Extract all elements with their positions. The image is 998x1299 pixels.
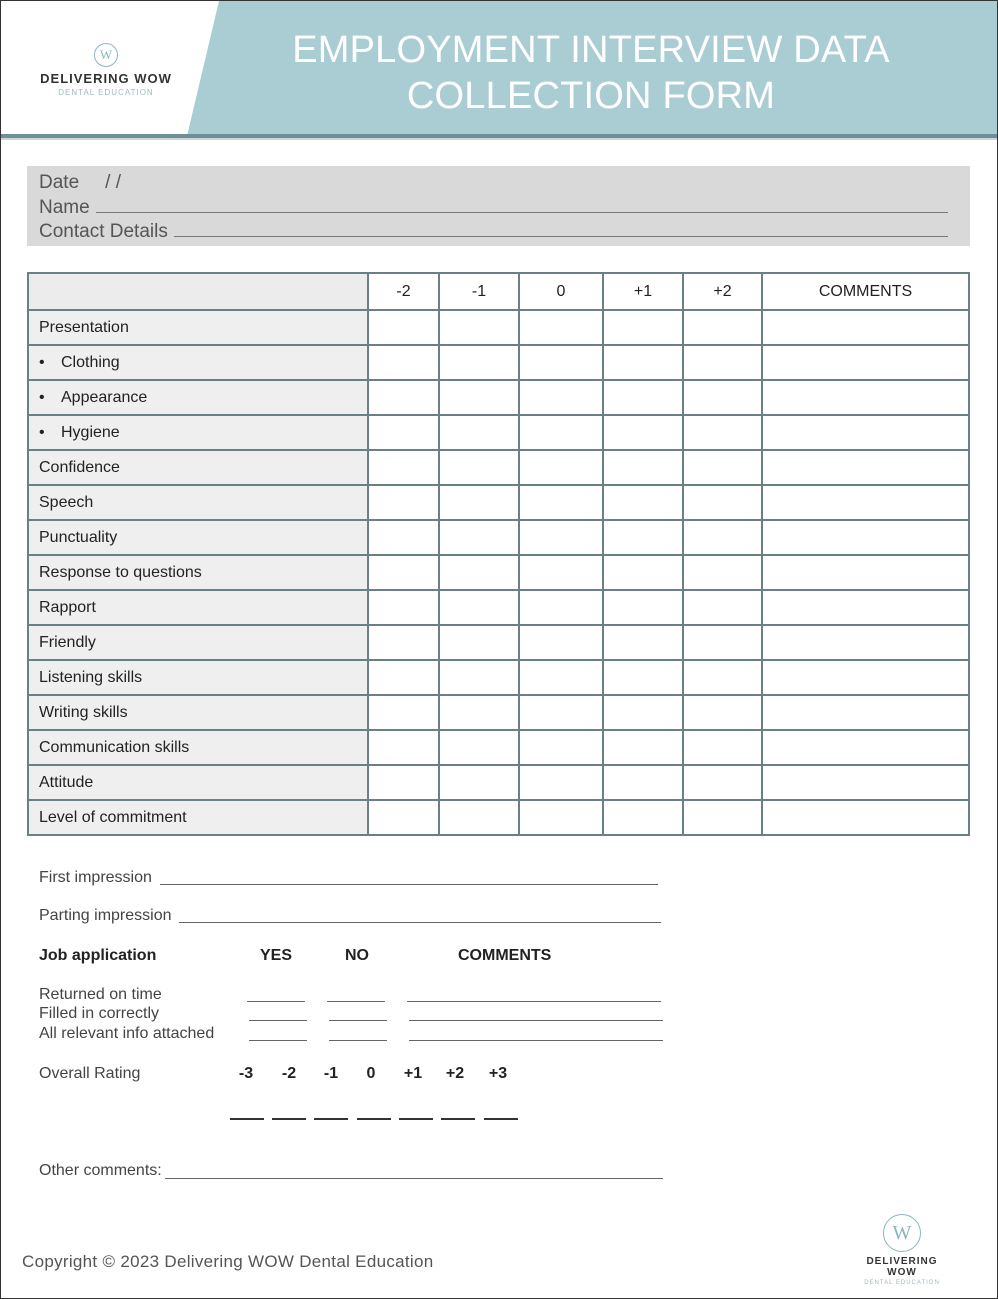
- comment-cell[interactable]: [762, 695, 969, 730]
- bullet-icon: •: [39, 388, 45, 406]
- comment-cell[interactable]: [762, 450, 969, 485]
- criteria-row: [28, 730, 969, 765]
- rating-cell[interactable]: [519, 485, 603, 520]
- rating-cell[interactable]: [603, 310, 683, 345]
- rating-blank[interactable]: [399, 1118, 433, 1120]
- criteria-row: [28, 520, 969, 555]
- rating-cell[interactable]: [683, 730, 762, 765]
- comment-field[interactable]: [409, 1040, 663, 1041]
- title-line-1: EMPLOYMENT INTERVIEW DATA: [292, 29, 890, 71]
- comment-cell[interactable]: [762, 555, 969, 590]
- rating-cell[interactable]: [603, 695, 683, 730]
- comment-field[interactable]: [407, 1001, 661, 1002]
- rating-cell[interactable]: [368, 590, 439, 625]
- criteria-label: [28, 345, 368, 380]
- job-item-label: Filled in correctly: [39, 1005, 160, 1022]
- rating-cell[interactable]: [519, 625, 603, 660]
- rating-cell[interactable]: [683, 380, 762, 415]
- rating-cell[interactable]: [519, 310, 603, 345]
- criteria-text: Appearance: [61, 388, 148, 406]
- rating-cell[interactable]: [368, 380, 439, 415]
- column-header: COMMENTS: [762, 273, 969, 310]
- rating-cell[interactable]: [368, 695, 439, 730]
- overall-rating-label: Overall Rating: [39, 1065, 141, 1082]
- criteria-label: [28, 695, 368, 730]
- rating-value-label: -2: [281, 1065, 297, 1082]
- criteria-row: [28, 625, 969, 660]
- rating-cell[interactable]: [519, 415, 603, 450]
- comment-cell[interactable]: [762, 625, 969, 660]
- criteria-text: Writing skills: [39, 703, 128, 721]
- rating-cell[interactable]: [368, 485, 439, 520]
- logo-brand-text: DELIVERING WOW: [866, 1256, 938, 1278]
- criteria-label: [28, 765, 368, 800]
- rating-cell[interactable]: [439, 380, 519, 415]
- criteria-label: [28, 520, 368, 555]
- criteria-row: [28, 555, 969, 590]
- rating-cell[interactable]: [683, 345, 762, 380]
- criteria-row: [28, 415, 969, 450]
- rating-cell[interactable]: [368, 660, 439, 695]
- criteria-text: Friendly: [39, 633, 96, 651]
- rating-cell[interactable]: [439, 625, 519, 660]
- rating-cell[interactable]: [519, 730, 603, 765]
- other-comments-field[interactable]: [165, 1178, 663, 1179]
- criteria-row: [28, 590, 969, 625]
- rating-blank[interactable]: [314, 1118, 348, 1120]
- column-header: +2: [683, 273, 762, 310]
- rating-cell[interactable]: [519, 555, 603, 590]
- rating-cell[interactable]: [603, 485, 683, 520]
- comment-cell[interactable]: [762, 660, 969, 695]
- parting-impression-field[interactable]: [179, 922, 661, 923]
- rating-value-label: +2: [445, 1065, 465, 1082]
- rating-cell[interactable]: [368, 800, 439, 835]
- rating-cell[interactable]: [368, 625, 439, 660]
- contact-row: [39, 220, 948, 243]
- brand-logo: [31, 43, 181, 97]
- rating-cell[interactable]: [683, 415, 762, 450]
- comment-cell[interactable]: [762, 415, 969, 450]
- name-row: [39, 196, 948, 219]
- criteria-text: Hygiene: [61, 423, 120, 441]
- criteria-label: [28, 380, 368, 415]
- grid-header-row: [28, 273, 969, 310]
- no-field[interactable]: [329, 1040, 387, 1041]
- criteria-label: [28, 660, 368, 695]
- candidate-info-box: [27, 166, 970, 246]
- logo-w-icon: W: [883, 1214, 921, 1252]
- rating-cell[interactable]: [439, 415, 519, 450]
- first-impression-label: First impression: [39, 869, 152, 886]
- criteria-row: [28, 695, 969, 730]
- rating-value-label: -1: [323, 1065, 339, 1082]
- rating-cell[interactable]: [368, 765, 439, 800]
- criteria-text: Speech: [39, 493, 94, 511]
- criteria-text: Presentation: [39, 318, 129, 336]
- rating-cell[interactable]: [368, 415, 439, 450]
- other-comments-label: Other comments:: [39, 1162, 162, 1179]
- criteria-label: [28, 590, 368, 625]
- rating-cell[interactable]: [439, 695, 519, 730]
- name-label: Name: [39, 197, 90, 218]
- rating-cell[interactable]: [603, 345, 683, 380]
- rating-cell[interactable]: [683, 310, 762, 345]
- form-header: [1, 1, 997, 136]
- rating-cell[interactable]: [683, 695, 762, 730]
- rating-cell[interactable]: [603, 590, 683, 625]
- rating-cell[interactable]: [439, 485, 519, 520]
- copyright-text: Copyright © 2023 Delivering WOW Dental Education: [22, 1252, 434, 1271]
- yes-header: YES: [260, 947, 293, 964]
- first-impression-field[interactable]: [160, 884, 658, 885]
- rating-cell[interactable]: [439, 555, 519, 590]
- date-separators: / /: [105, 172, 121, 193]
- date-row: [39, 172, 121, 194]
- rating-cell[interactable]: [368, 310, 439, 345]
- rating-cell[interactable]: [603, 730, 683, 765]
- comment-cell[interactable]: [762, 730, 969, 765]
- criteria-label: [28, 730, 368, 765]
- criteria-text: Level of commitment: [39, 808, 187, 826]
- criteria-label: [28, 800, 368, 835]
- rating-cell[interactable]: [683, 450, 762, 485]
- comment-cell[interactable]: [762, 800, 969, 835]
- criteria-text: Punctuality: [39, 528, 118, 546]
- criteria-row: [28, 450, 969, 485]
- rating-cell[interactable]: [683, 660, 762, 695]
- rating-blank[interactable]: [357, 1118, 391, 1120]
- criteria-text: Response to questions: [39, 563, 202, 581]
- rating-cell[interactable]: [603, 520, 683, 555]
- bullet-icon: •: [39, 353, 45, 371]
- column-header: 0: [519, 273, 603, 310]
- rating-cell[interactable]: [603, 555, 683, 590]
- rating-cell[interactable]: [368, 450, 439, 485]
- criteria-text: Confidence: [39, 458, 120, 476]
- footer-logo: [850, 1214, 954, 1286]
- title-line-2: COLLECTION FORM: [406, 75, 776, 117]
- rating-cell[interactable]: [368, 520, 439, 555]
- criteria-row: [28, 765, 969, 800]
- rating-blank[interactable]: [441, 1118, 475, 1120]
- rating-cell[interactable]: [603, 625, 683, 660]
- rating-cell[interactable]: [519, 765, 603, 800]
- job-application-title: Job application: [39, 947, 157, 964]
- criteria-label: [28, 625, 368, 660]
- yes-field[interactable]: [247, 1001, 305, 1002]
- comment-cell[interactable]: [762, 520, 969, 555]
- criteria-text: Clothing: [61, 353, 120, 371]
- rating-cell[interactable]: [439, 800, 519, 835]
- parting-impression-label: Parting impression: [39, 907, 172, 924]
- rating-cell[interactable]: [439, 345, 519, 380]
- job-item-label: Returned on time: [39, 986, 162, 1003]
- comment-cell[interactable]: [762, 485, 969, 520]
- criteria-row: [28, 345, 969, 380]
- comment-cell[interactable]: [762, 345, 969, 380]
- rating-cell[interactable]: [683, 765, 762, 800]
- rating-cell[interactable]: [368, 555, 439, 590]
- rating-cell[interactable]: [439, 590, 519, 625]
- rating-cell[interactable]: [439, 730, 519, 765]
- form-title: [231, 27, 951, 119]
- rating-cell[interactable]: [439, 765, 519, 800]
- criteria-label: [28, 555, 368, 590]
- rating-cell[interactable]: [683, 520, 762, 555]
- rating-blank[interactable]: [484, 1118, 518, 1120]
- logo-brand-text: DELIVERING WOW: [40, 71, 172, 86]
- name-field[interactable]: [96, 196, 948, 213]
- rating-cell[interactable]: [519, 800, 603, 835]
- comment-cell[interactable]: [762, 590, 969, 625]
- criteria-text: Communication skills: [39, 738, 190, 756]
- criteria-label: [28, 415, 368, 450]
- criteria-text: Attitude: [39, 773, 94, 791]
- rating-cell[interactable]: [439, 310, 519, 345]
- no-header: NO: [345, 947, 369, 964]
- contact-label: Contact Details: [39, 221, 168, 242]
- comment-cell[interactable]: [762, 765, 969, 800]
- logo-w-icon: W: [94, 43, 118, 67]
- rating-grid: [27, 272, 970, 836]
- rating-value-label: +3: [488, 1065, 508, 1082]
- yes-field[interactable]: [249, 1040, 307, 1041]
- criteria-row: [28, 380, 969, 415]
- criteria-row: [28, 310, 969, 345]
- rating-cell[interactable]: [603, 450, 683, 485]
- criteria-label: [28, 310, 368, 345]
- comments-header: COMMENTS: [458, 947, 552, 964]
- comment-cell[interactable]: [762, 310, 969, 345]
- contact-field[interactable]: [174, 220, 948, 237]
- rating-value-label: +1: [403, 1065, 423, 1082]
- criteria-label: [28, 485, 368, 520]
- logo-subtitle: DENTAL EDUCATION: [58, 88, 154, 97]
- no-field[interactable]: [329, 1020, 387, 1021]
- rating-cell[interactable]: [439, 450, 519, 485]
- grid-corner: [28, 273, 368, 310]
- bullet-icon: •: [39, 423, 45, 441]
- date-label: Date: [39, 172, 80, 193]
- rating-cell[interactable]: [519, 520, 603, 555]
- rating-cell[interactable]: [519, 380, 603, 415]
- header-divider-light: [1, 138, 997, 140]
- rating-cell[interactable]: [368, 730, 439, 765]
- rating-cell[interactable]: [683, 590, 762, 625]
- job-item-label: All relevant info attached: [39, 1025, 215, 1042]
- rating-cell[interactable]: [603, 380, 683, 415]
- rating-value-label: 0: [366, 1065, 376, 1082]
- column-header: -1: [439, 273, 519, 310]
- yes-field[interactable]: [249, 1020, 307, 1021]
- rating-cell[interactable]: [439, 660, 519, 695]
- criteria-row: [28, 485, 969, 520]
- criteria-row: [28, 800, 969, 835]
- column-header: -2: [368, 273, 439, 310]
- column-header: +1: [603, 273, 683, 310]
- comment-cell[interactable]: [762, 380, 969, 415]
- criteria-label: [28, 450, 368, 485]
- rating-cell[interactable]: [519, 345, 603, 380]
- comment-field[interactable]: [409, 1020, 663, 1021]
- rating-cell[interactable]: [603, 765, 683, 800]
- rating-cell[interactable]: [683, 485, 762, 520]
- criteria-text: Rapport: [39, 598, 96, 616]
- rating-cell[interactable]: [519, 450, 603, 485]
- rating-cell[interactable]: [603, 800, 683, 835]
- rating-cell[interactable]: [603, 415, 683, 450]
- rating-cell[interactable]: [519, 660, 603, 695]
- criteria-text: Listening skills: [39, 668, 143, 686]
- no-field[interactable]: [327, 1001, 385, 1002]
- rating-cell[interactable]: [368, 345, 439, 380]
- logo-subtitle: DENTAL EDUCATION: [864, 1280, 940, 1286]
- rating-cell[interactable]: [519, 695, 603, 730]
- rating-value-label: -3: [238, 1065, 254, 1082]
- rating-blank[interactable]: [230, 1118, 264, 1120]
- rating-cell[interactable]: [683, 800, 762, 835]
- rating-cell[interactable]: [683, 555, 762, 590]
- rating-cell[interactable]: [439, 520, 519, 555]
- rating-blank[interactable]: [272, 1118, 306, 1120]
- rating-cell[interactable]: [683, 625, 762, 660]
- criteria-row: [28, 660, 969, 695]
- rating-cell[interactable]: [519, 590, 603, 625]
- rating-cell[interactable]: [603, 660, 683, 695]
